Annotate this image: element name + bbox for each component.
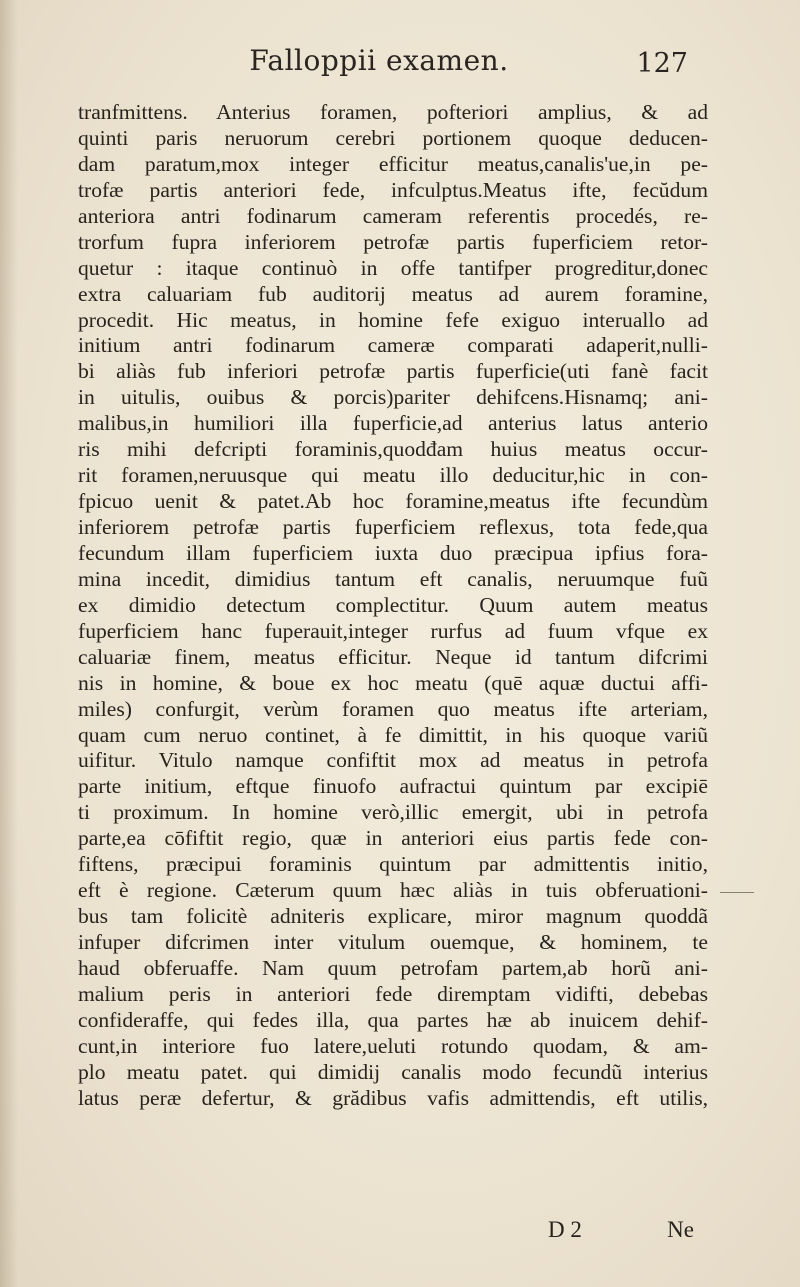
text-line: extra caluariam fub auditorij meatus ad aurem foramine,	[78, 281, 708, 306]
text-line: fiftens, præcipui foraminis quintum par admittentis initio,	[78, 852, 708, 877]
text-line: trofæ partis anteriori fede, infculptus.Meatus ifte, fecŭdum	[78, 177, 708, 202]
text-line: uifitur. Vitulo namque confiftit mox ad meatus in petrofa	[78, 748, 708, 773]
margin-mark	[720, 892, 754, 893]
page-header	[70, 44, 688, 88]
text-line: tranfmittens. Anterius foramen, pofteriori amplius, & ad	[78, 100, 708, 124]
text-line: quam cum neruo continet, à fe dimittit, in his quoque variũ	[78, 722, 708, 747]
signature-mark: D 2	[548, 1217, 582, 1242]
text-line: confideraffe, qui fedes illa, qua partes hæ ab inuicem dehif-	[78, 1007, 708, 1032]
text-line: miles) confurgit, verùm foramen quo meatus ifte arteriam,	[78, 696, 708, 721]
text-line: inferiorem petrofæ partis fuperficiem reflexus, tota fede,qua	[78, 515, 708, 539]
text-line: haud obferuaffe. Nam quum petrofam partem,ab horũ ani-	[78, 955, 708, 980]
page-footer	[548, 1217, 694, 1247]
text-line: rit foramen,neruusque qui meatu illo deducitur,hic in con-	[78, 463, 708, 488]
text-line: malium peris in anteriori fede diremptam vidifti, debebas	[78, 981, 708, 1006]
text-line: mina incedit, dimidius tantum eft canalis, neruumque fuũ	[78, 566, 708, 591]
text-line: parte,ea cōfiftit regio, quæ in anteriori eius partis fede con-	[78, 826, 708, 851]
text-line: malibus,in humiliori illa fuperficie,ad anterius latus anterio	[78, 411, 708, 436]
page-gutter-shadow	[0, 0, 18, 1287]
text-line: caluariæ finem, meatus efficitur. Neque id tantum difcrimi	[78, 644, 708, 669]
text-line: fuperficiem hanc fuperauit,integer rurfus ad fuum vfque ex	[78, 618, 708, 643]
text-line: anteriora antri fodinarum cameram referentis procedés, re-	[78, 203, 708, 228]
text-line: bus tam folicitè adniteris explicare, miror magnum quoddã	[78, 904, 708, 929]
text-line: ex dimidio detectum complectitur. Quum autem meatus	[78, 592, 708, 617]
text-line: nis in homine, & boue ex hoc meatu (quē aquæ ductui affi-	[78, 670, 708, 695]
text-line: initium antri fodinarum cameræ comparati adaperit,nulli-	[78, 333, 708, 358]
text-line: bi aliàs fub inferiori petrofæ partis fuperficie(uti fanè facit	[78, 359, 708, 384]
text-line: dam paratum,mox integer efficitur meatus,canalis'ue,in pe-	[78, 151, 708, 176]
text-line: ti proximum. In homine verò,illic emergit, ubi in petrofa	[78, 800, 708, 825]
running-head: Falloppii examen.	[249, 44, 509, 77]
text-line: quetur : itaque continuò in offe tantifper progreditur,donec	[78, 255, 708, 280]
text-line: cunt,in interiore fuo latere,ueluti rotundo quodam, & am-	[78, 1033, 708, 1058]
text-line: plo meatu patet. qui dimidij canalis modo fecundũ interius	[78, 1059, 708, 1084]
text-line: quinti paris neruorum cerebri portionem quoque deducen-	[78, 125, 708, 150]
text-line: in uitulis, ouibus & porcis)pariter dehifcens.Hisnamq; ani-	[78, 385, 708, 410]
catchword: Ne	[667, 1217, 694, 1242]
text-line: infuper difcrimen inter vitulum ouemque, & hominem, te	[78, 930, 708, 954]
text-line: latus peræ defertur, & grădibus vafis admittendis, eft utilis,	[78, 1085, 708, 1110]
text-line: fpicuo uenit & patet.Ab hoc foramine,meatus ifte fecundùm	[78, 489, 708, 514]
text-line: ris mihi defcripti foraminis,quodđam huius meatus occur-	[78, 437, 708, 462]
text-line: trorfum fupra inferiorem petrofæ partis fuperficiem retor-	[78, 229, 708, 254]
text-line: eft è regione. Cæterum quum hæc aliàs in tuis obferuationi-	[78, 878, 708, 903]
page-number: 127	[636, 48, 688, 79]
text-line: parte initium, eftque finuofo aufractui quintum par excipiē	[78, 774, 708, 799]
body-text	[78, 100, 708, 1112]
text-line: fecundum illam fuperficiem iuxta duo præcipua ipfius fora-	[78, 540, 708, 565]
text-line: procedit. Hic meatus, in homine fefe exiguo interuallo ad	[78, 307, 708, 332]
